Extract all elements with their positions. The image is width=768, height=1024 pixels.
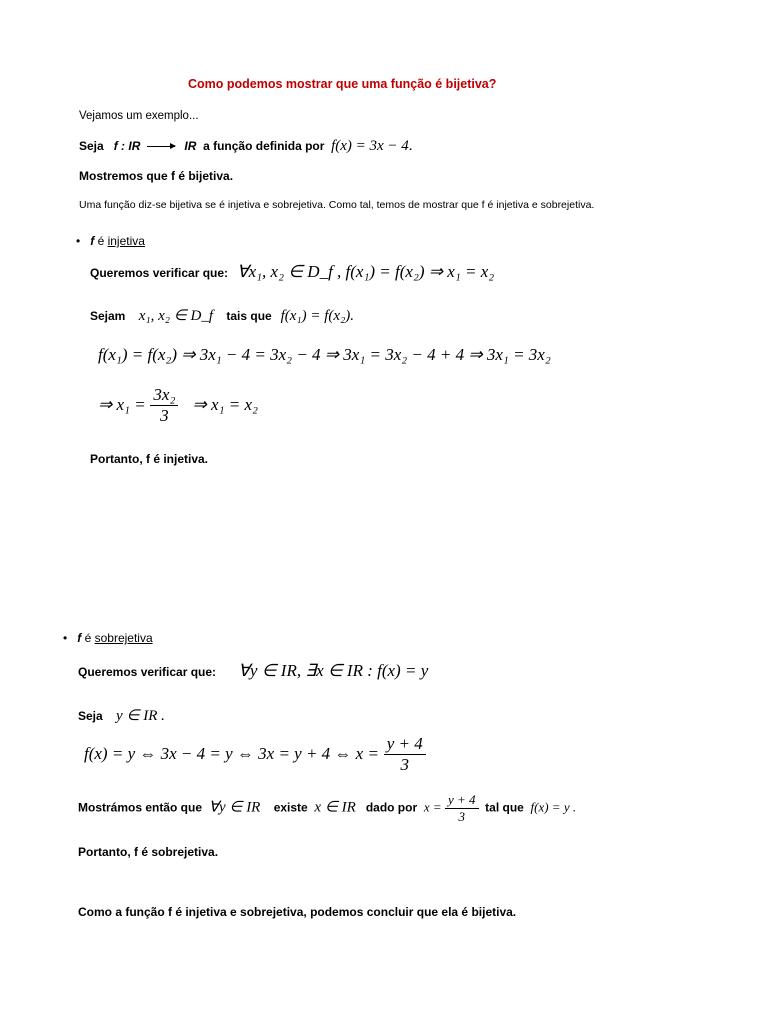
sejam-vars: x₁, x₂ ∈ D_f [138, 308, 214, 324]
injective-step: ⇒ x₁ = $\frac{\text{3x₂}}{3}$ ⇒ x₁ = x₂ [98, 385, 258, 425]
surjective-title: sobrejetiva [94, 631, 153, 645]
injective-heading: • f é injetiva [76, 234, 145, 248]
surjective-shown-line: Mostrámos então que ∀y ∈ IR existe x ∈ IR dado por x = $\frac{y + 4}{3}$ tal que f(x) = y . [78, 792, 577, 824]
definition-formula: f(x) = 3x − 4 [331, 138, 409, 154]
intro-text: Vejamos um exemplo... [79, 110, 199, 122]
definition-codomain: IR [184, 139, 197, 153]
verify-label: Queremos verificar que: [90, 266, 229, 280]
injective-verify-line [90, 262, 494, 282]
injective-conclusion: Portanto, f é injetiva. [90, 452, 209, 466]
surjective-conclusion: Portanto, f é sobrejetiva. [78, 845, 219, 859]
show-heading: Mostremos que f é bijetiva. [79, 169, 234, 183]
mapping-arrow-icon [147, 146, 175, 147]
surjective-seja-line: Seja y ∈ IR . [78, 708, 165, 724]
definition-f-map: f : IR [113, 139, 141, 153]
injective-verify-formula: ∀x₁, x₂ ∈ D_f , f(x₁) = f(x₂) ⇒ x₁ = x₂ [236, 262, 495, 281]
definition-text: a função definida por [203, 139, 325, 153]
final-conclusion: Como a função f é injetiva e sobrejetiva, podemos concluir que ela é bijetiva. [78, 905, 517, 919]
surjective-verify-formula: ∀y ∈ IR, ∃x ∈ IR : f(x) = y [238, 661, 429, 680]
fraction: $\frac{y + 4}{3}$ [445, 792, 479, 825]
fraction: $\frac{y + 4}{3}$ [384, 734, 426, 775]
injective-title: injetiva [107, 234, 145, 248]
definition-line: Seja f : IR IR a função definida por f(x) = 3x − 4. [79, 138, 413, 154]
page-title: Como podemos mostrar que uma função é bijetiva? [188, 77, 497, 91]
bullet: • [76, 234, 81, 248]
explanation-text: Uma função diz-se bijetiva se é injetiva e sobrejetiva. Como tal, temos de mostrar que f é injetiva e sobrejetiva. [79, 199, 595, 211]
surjective-chain: f(x) = y ⇔ 3x − 4 = y ⇔ 3x = y + 4 ⇔ x = $\frac{y + 4}{3}$ [84, 734, 426, 775]
fraction: $\frac{\text{3x₂}}{3}$ [150, 385, 178, 426]
surjective-heading: • f é sobrejetiva [63, 631, 153, 645]
surjective-verify-line: Queremos verificar que: ∀y ∈ IR, ∃x ∈ IR : f(x) = y [78, 661, 429, 680]
bullet: • [63, 631, 68, 645]
definition-seja: Seja [79, 139, 104, 153]
injective-sejam-line: Sejam x₁, x₂ ∈ D_f tais que f(x₁) = f(x₂). [90, 308, 355, 324]
injective-chain: f(x₁) = f(x₂) ⇒ 3x₁ − 4 = 3x₂ − 4 ⇒ 3x₁ = 3x₂ − 4 + 4 ⇒ 3x₁ = 3x₂ [98, 345, 551, 364]
sejam-cond: f(x₁) = f(x₂). [280, 308, 355, 324]
